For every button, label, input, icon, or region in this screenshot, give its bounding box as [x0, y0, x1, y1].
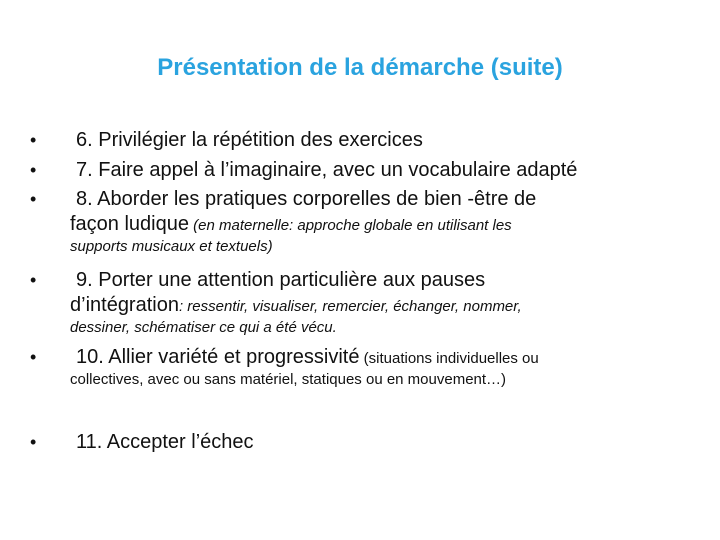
list-item-note: supports musicaux et textuels)	[70, 238, 273, 255]
bullet-marker: •	[30, 130, 37, 150]
list-item-note: : ressentir, visualiser, remercier, échanger, nommer,	[178, 298, 522, 315]
bullet-marker: •	[30, 189, 37, 209]
bullet-marker: •	[30, 270, 37, 290]
list-item-main: 10. Allier variété et progressivité	[76, 346, 360, 368]
list-item-text: 8. Aborder les pratiques corporelles de bien -être de	[76, 188, 537, 210]
list-item-main: d’intégration	[70, 294, 179, 316]
list-item-text	[70, 212, 720, 237]
bullet-marker: •	[30, 432, 37, 452]
list-item-note: (en maternelle: approche globale en utilisant les	[188, 217, 512, 234]
list-item	[30, 268, 720, 338]
list-item	[30, 187, 720, 257]
list-item	[30, 345, 720, 390]
list-item	[30, 430, 720, 455]
list-item-text: 9. Porter une attention particulière aux pauses	[76, 269, 486, 291]
list-item-text: 7. Faire appel à l’imaginaire, avec un vocabulaire adapté	[76, 159, 578, 181]
slide-title: Présentation de la démarche (suite)	[157, 54, 563, 81]
list-item-text: 6. Privilégier la répétition des exercices	[76, 129, 423, 151]
list-item	[30, 158, 720, 183]
list-item-text: 11. Accepter l’échec	[76, 431, 254, 453]
bullet-marker: •	[30, 160, 37, 180]
list-item-note: collectives, avec ou sans matériel, statiques ou en mouvement…)	[70, 371, 507, 388]
list-item-note: dessiner, schématiser ce qui a été vécu.	[70, 319, 337, 336]
list-item	[30, 128, 720, 153]
list-item-main: façon ludique	[70, 213, 189, 235]
list-item-note: (situations individuelles ou	[359, 350, 539, 367]
bullet-marker: •	[30, 347, 37, 367]
list-item-text	[76, 345, 720, 370]
list-item-text	[70, 293, 720, 318]
